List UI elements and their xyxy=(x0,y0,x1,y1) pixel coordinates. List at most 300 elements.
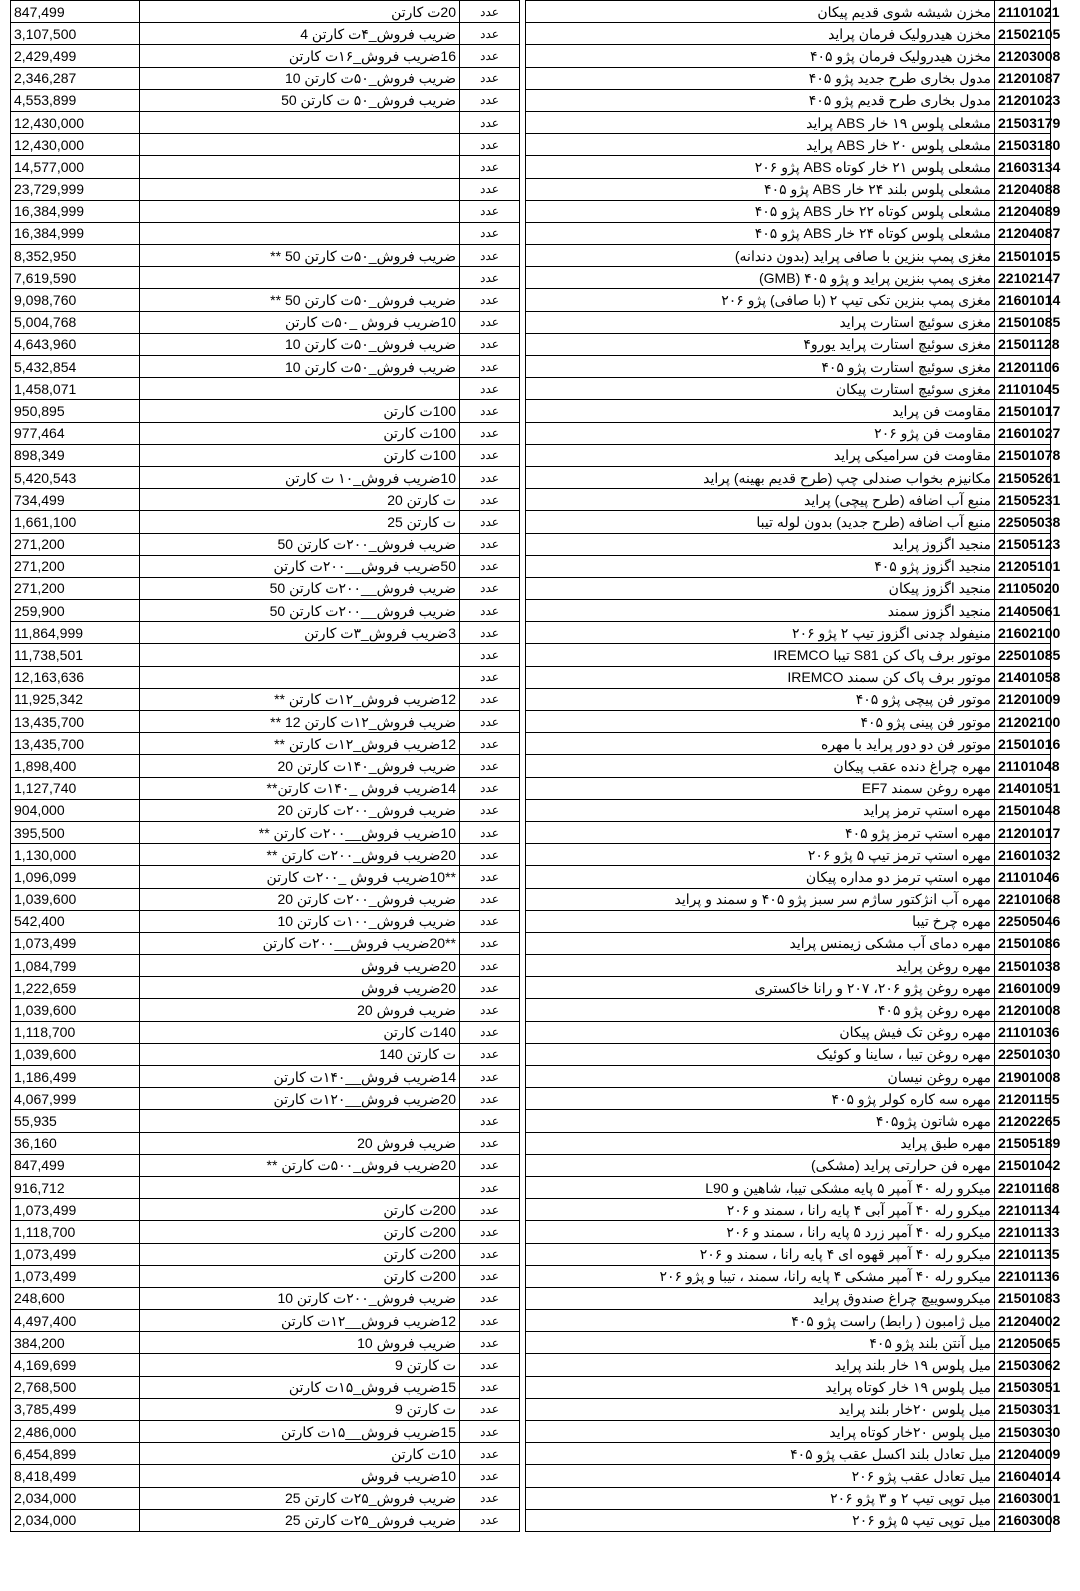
packing-note-cell xyxy=(140,1176,460,1198)
price-cell: 8,352,950 xyxy=(11,245,140,267)
table-row xyxy=(11,23,1051,45)
packing-note-cell: ضریب فروش_۵۰ت کارتن 10 xyxy=(140,356,460,378)
product-name-cell: مغزی پمپ بنزین پراید و پژو ۴۰۵ (GMB) xyxy=(526,267,995,289)
price-cell: 4,169,699 xyxy=(11,1354,140,1376)
product-name-cell: مغزی سوئیچ استارت پراید یورو۴ xyxy=(526,333,995,355)
price-cell: 2,034,000 xyxy=(11,1487,140,1509)
unit-cell: عدد xyxy=(460,1376,520,1398)
price-list-table xyxy=(10,0,1061,1532)
unit-cell: عدد xyxy=(460,866,520,888)
unit-cell: عدد xyxy=(460,533,520,555)
packing-note-cell xyxy=(140,378,460,400)
product-name-cell: مشعلی پلوس کوتاه ۲۴ خار ABS پژو ۴۰۵ xyxy=(526,222,995,244)
price-cell: 5,420,543 xyxy=(11,466,140,488)
price-cell: 542,400 xyxy=(11,910,140,932)
packing-note-cell xyxy=(140,156,460,178)
unit-cell: عدد xyxy=(460,1176,520,1198)
product-name-cell: میکرو رله ۴۰ آمپر زرد ۵ پایه رانا ، سمند و ۲۰۶ xyxy=(526,1221,995,1243)
product-name-cell: مغزی سوئیچ استارت پیکان xyxy=(526,378,995,400)
product-code-cell: 22501030 xyxy=(995,1043,1051,1065)
unit-cell: عدد xyxy=(460,999,520,1021)
product-code-cell: 21601027 xyxy=(995,422,1051,444)
product-code-cell: 21201106 xyxy=(995,356,1051,378)
price-cell: 1,127,740 xyxy=(11,777,140,799)
product-name-cell: مخزن شیشه شوی قدیم پیکان xyxy=(526,1,995,23)
unit-cell: عدد xyxy=(460,932,520,954)
product-name-cell: میل پلوس ۲۰خار بلند پراید xyxy=(526,1398,995,1420)
packing-note-cell: 20ضریب فروش xyxy=(140,977,460,999)
product-code-cell: 21202265 xyxy=(995,1110,1051,1132)
product-code-cell: 22501085 xyxy=(995,644,1051,666)
packing-note-cell: 14ضریب فروش _۱۴۰ت کارتن** xyxy=(140,777,460,799)
unit-cell: عدد xyxy=(460,444,520,466)
product-name-cell: مهره چرخ تیبا xyxy=(526,910,995,932)
packing-note-cell: 200ت کارتن xyxy=(140,1221,460,1243)
product-name-cell: میکروسوییچ چراغ صندوق پراید xyxy=(526,1287,995,1309)
price-cell: 11,864,999 xyxy=(11,622,140,644)
price-cell: 2,346,287 xyxy=(11,67,140,89)
product-name-cell: مقاومت فن پراید xyxy=(526,400,995,422)
table-row xyxy=(11,888,1051,910)
product-name-cell: منبع آب اضافه (طرح جدید) بدون لوله تیبا xyxy=(526,511,995,533)
table-row xyxy=(11,1265,1051,1287)
product-code-cell: 21501085 xyxy=(995,311,1051,333)
unit-cell: عدد xyxy=(460,555,520,577)
product-name-cell: میل آنتن بلند پژو ۴۰۵ xyxy=(526,1332,995,1354)
price-cell: 2,034,000 xyxy=(11,1509,140,1531)
packing-note-cell: 100ت کارتن xyxy=(140,400,460,422)
unit-cell: عدد xyxy=(460,666,520,688)
table-row xyxy=(11,821,1051,843)
product-code-cell: 21201017 xyxy=(995,821,1051,843)
unit-cell: عدد xyxy=(460,888,520,910)
product-code-cell: 21503062 xyxy=(995,1354,1051,1376)
packing-note-cell: 12ضریب فروش_۱۲ت کارتن ** xyxy=(140,688,460,710)
product-name-cell: مکانیزم بخواب صندلی چپ (طرح قدیم بهینه) پراید xyxy=(526,466,995,488)
product-name-cell: میکرو رله ۴۰ آمپر قهوه ای ۴ پایه رانا ، سمند و ۲۰۶ xyxy=(526,1243,995,1265)
packing-note-cell: 15ضریب فروش_۱۵ت کارتن xyxy=(140,1376,460,1398)
table-row xyxy=(11,1332,1051,1354)
price-cell: 9,098,760 xyxy=(11,289,140,311)
unit-cell: عدد xyxy=(460,178,520,200)
unit-cell: عدد xyxy=(460,156,520,178)
price-cell: 1,118,700 xyxy=(11,1021,140,1043)
product-name-cell: میل پلوس ۱۹ خار بلند پراید xyxy=(526,1354,995,1376)
packing-note-cell: 20ضریب فروش_۵۰۰ت کارتن ** xyxy=(140,1154,460,1176)
product-name-cell: مشعلی پلوس ۲۰ خار ABS پراید xyxy=(526,134,995,156)
unit-cell: عدد xyxy=(460,466,520,488)
table-row xyxy=(11,178,1051,200)
product-code-cell: 21503051 xyxy=(995,1376,1051,1398)
table-row xyxy=(11,511,1051,533)
price-cell: 2,429,499 xyxy=(11,45,140,67)
product-code-cell: 21502105 xyxy=(995,23,1051,45)
table-row xyxy=(11,134,1051,156)
unit-cell: عدد xyxy=(460,311,520,333)
packing-note-cell: ضریب فروش 20 xyxy=(140,999,460,1021)
packing-note-cell: 3ضریب فروش_۳ت کارتن xyxy=(140,622,460,644)
product-code-cell: 21602100 xyxy=(995,622,1051,644)
packing-note-cell: 10ت کارتن xyxy=(140,1443,460,1465)
price-cell: 916,712 xyxy=(11,1176,140,1198)
product-name-cell: منبع آب اضافه (طرح پیچی) پراید xyxy=(526,489,995,511)
packing-note-cell: ضریب فروش_۵۰ت کارتن 10 xyxy=(140,333,460,355)
price-cell: 1,661,100 xyxy=(11,511,140,533)
packing-note-cell: 200ت کارتن xyxy=(140,1265,460,1287)
product-name-cell: مهره چراغ دنده عقب پیکان xyxy=(526,755,995,777)
table-row xyxy=(11,1287,1051,1309)
product-code-cell: 21101046 xyxy=(995,866,1051,888)
product-code-cell: 21501078 xyxy=(995,444,1051,466)
table-row xyxy=(11,666,1051,688)
unit-cell: عدد xyxy=(460,910,520,932)
table-row xyxy=(11,577,1051,599)
table-row xyxy=(11,489,1051,511)
unit-cell: عدد xyxy=(460,1,520,23)
price-cell: 1,039,600 xyxy=(11,1043,140,1065)
table-row xyxy=(11,1132,1051,1154)
table-row xyxy=(11,955,1051,977)
table-row xyxy=(11,200,1051,222)
product-code-cell: 22505046 xyxy=(995,910,1051,932)
price-cell: 55,935 xyxy=(11,1110,140,1132)
product-code-cell: 21505189 xyxy=(995,1132,1051,1154)
product-code-cell: 21201155 xyxy=(995,1088,1051,1110)
product-code-cell: 21204002 xyxy=(995,1310,1051,1332)
unit-cell: عدد xyxy=(460,1066,520,1088)
product-code-cell: 21202100 xyxy=(995,711,1051,733)
product-name-cell: مغزی سوئیچ استارت پژو ۴۰۵ xyxy=(526,356,995,378)
unit-cell: عدد xyxy=(460,23,520,45)
table-row xyxy=(11,1509,1051,1531)
product-name-cell: مقاومت فن پژو ۲۰۶ xyxy=(526,422,995,444)
product-code-cell: 21201008 xyxy=(995,999,1051,1021)
product-name-cell: مهره آب انژکتور ساژم سر سبز پژو ۴۰۵ و سمند و پراید xyxy=(526,888,995,910)
unit-cell: عدد xyxy=(460,622,520,644)
product-code-cell: 21501048 xyxy=(995,799,1051,821)
unit-cell: عدد xyxy=(460,755,520,777)
price-cell: 23,729,999 xyxy=(11,178,140,200)
unit-cell: عدد xyxy=(460,1088,520,1110)
packing-note-cell: **10ضریب فروش _۲۰۰ت کارتن xyxy=(140,866,460,888)
product-name-cell: موتور برف پاک کن S81 تیبا IREMCO xyxy=(526,644,995,666)
product-code-cell: 21501016 xyxy=(995,733,1051,755)
packing-note-cell: 15ضریب فروش__۱۵ت کارتن xyxy=(140,1421,460,1443)
table-row xyxy=(11,755,1051,777)
packing-note-cell xyxy=(140,178,460,200)
table-row xyxy=(11,1354,1051,1376)
price-cell: 12,430,000 xyxy=(11,111,140,133)
product-name-cell: مغزی سوئیچ استارت پراید xyxy=(526,311,995,333)
packing-note-cell xyxy=(140,644,460,666)
packing-note-cell xyxy=(140,200,460,222)
price-cell: 16,384,999 xyxy=(11,222,140,244)
product-name-cell: مشعلی پلوس بلند ۲۴ خار ABS پژو ۴۰۵ xyxy=(526,178,995,200)
product-code-cell: 21503180 xyxy=(995,134,1051,156)
product-code-cell: 21501083 xyxy=(995,1287,1051,1309)
table-row xyxy=(11,111,1051,133)
product-name-cell: میل پلوس ۱۹ خار کوتاه پراید xyxy=(526,1376,995,1398)
product-code-cell: 21505123 xyxy=(995,533,1051,555)
table-row xyxy=(11,711,1051,733)
product-code-cell: 21603134 xyxy=(995,156,1051,178)
unit-cell: عدد xyxy=(460,89,520,111)
unit-cell: عدد xyxy=(460,1199,520,1221)
product-name-cell: مقاومت فن سرامیکی پراید xyxy=(526,444,995,466)
table-row xyxy=(11,733,1051,755)
price-cell: 3,785,499 xyxy=(11,1398,140,1420)
product-code-cell: 21501042 xyxy=(995,1154,1051,1176)
product-name-cell: میل توپی تیپ ۲ و ۳ پژو ۲۰۶ xyxy=(526,1487,995,1509)
packing-note-cell: ضریب فروش_۵۰ت کارتن 50 ** xyxy=(140,245,460,267)
packing-note-cell xyxy=(140,111,460,133)
product-code-cell: 21204089 xyxy=(995,200,1051,222)
unit-cell: عدد xyxy=(460,733,520,755)
price-cell: 1,039,600 xyxy=(11,999,140,1021)
unit-cell: عدد xyxy=(460,799,520,821)
product-name-cell: مهره روغن نیسان xyxy=(526,1066,995,1088)
price-cell: 11,925,342 xyxy=(11,688,140,710)
price-cell: 395,500 xyxy=(11,821,140,843)
price-cell: 3,107,500 xyxy=(11,23,140,45)
unit-cell: عدد xyxy=(460,821,520,843)
price-cell: 13,435,700 xyxy=(11,733,140,755)
product-name-cell: مهره سه کاره کولر پژو ۴۰۵ xyxy=(526,1088,995,1110)
unit-cell: عدد xyxy=(460,400,520,422)
packing-note-cell: 200ت کارتن xyxy=(140,1243,460,1265)
price-cell: 1,458,071 xyxy=(11,378,140,400)
product-code-cell: 21501038 xyxy=(995,955,1051,977)
table-row xyxy=(11,977,1051,999)
packing-note-cell: ت کارتن 25 xyxy=(140,511,460,533)
table-row xyxy=(11,378,1051,400)
packing-note-cell: ضریب فروش_۲۰۰ت کارتن 20 xyxy=(140,888,460,910)
unit-cell: عدد xyxy=(460,844,520,866)
unit-cell: عدد xyxy=(460,1421,520,1443)
price-cell: 1,073,499 xyxy=(11,932,140,954)
table-row xyxy=(11,866,1051,888)
table-row xyxy=(11,1199,1051,1221)
table-body xyxy=(11,1,1061,1532)
product-code-cell: 21604014 xyxy=(995,1465,1051,1487)
packing-note-cell: 20ت کارتن xyxy=(140,1,460,23)
price-cell: 1,073,499 xyxy=(11,1199,140,1221)
table-row xyxy=(11,622,1051,644)
unit-cell: عدد xyxy=(460,711,520,733)
price-cell: 4,553,899 xyxy=(11,89,140,111)
product-name-cell: منجید اگزوز سمند xyxy=(526,600,995,622)
table-row xyxy=(11,555,1051,577)
product-code-cell: 22102147 xyxy=(995,267,1051,289)
product-name-cell: مهره روغن سمند EF7 xyxy=(526,777,995,799)
product-name-cell: مغزی پمپ بنزین تکی تیپ ۲ (با صافی) پژو ۲۰۶ xyxy=(526,289,995,311)
price-cell: 1,118,700 xyxy=(11,1221,140,1243)
table-row xyxy=(11,267,1051,289)
packing-note-cell: 20ضریب فروش_۲۰۰ت کارتن ** xyxy=(140,844,460,866)
price-cell: 1,186,499 xyxy=(11,1066,140,1088)
product-name-cell: موتور برف پاک کن سمند IREMCO xyxy=(526,666,995,688)
table-row xyxy=(11,1487,1051,1509)
table-row xyxy=(11,799,1051,821)
unit-cell: عدد xyxy=(460,600,520,622)
table-row xyxy=(11,1398,1051,1420)
price-cell: 5,432,854 xyxy=(11,356,140,378)
packing-note-cell: ضریب فروش 10 xyxy=(140,1332,460,1354)
product-code-cell: 21401051 xyxy=(995,777,1051,799)
product-code-cell: 22101168 xyxy=(995,1176,1051,1198)
packing-note-cell: ضریب فروش_۱۴۰ت کارتن 20 xyxy=(140,755,460,777)
product-name-cell: مخزن هیدرولیک فرمان پراید xyxy=(526,23,995,45)
price-cell: 384,200 xyxy=(11,1332,140,1354)
packing-note-cell xyxy=(140,222,460,244)
price-cell: 271,200 xyxy=(11,555,140,577)
product-code-cell: 21501017 xyxy=(995,400,1051,422)
product-code-cell: 21204009 xyxy=(995,1443,1051,1465)
product-code-cell: 21203008 xyxy=(995,45,1051,67)
product-code-cell: 21201023 xyxy=(995,89,1051,111)
packing-note-cell: ضریب فروش_۲۵ت کارتن 25 xyxy=(140,1487,460,1509)
table-row xyxy=(11,644,1051,666)
unit-cell: عدد xyxy=(460,577,520,599)
table-row xyxy=(11,1154,1051,1176)
table-row xyxy=(11,844,1051,866)
packing-note-cell: ضریب فروش_۵۰ت کارتن 10 xyxy=(140,67,460,89)
price-cell: 847,499 xyxy=(11,1,140,23)
product-code-cell: 21405061 xyxy=(995,600,1051,622)
table-row xyxy=(11,45,1051,67)
price-cell: 6,454,899 xyxy=(11,1443,140,1465)
unit-cell: عدد xyxy=(460,1132,520,1154)
table-row xyxy=(11,688,1051,710)
table-row xyxy=(11,1110,1051,1132)
unit-cell: عدد xyxy=(460,356,520,378)
table-row xyxy=(11,444,1051,466)
table-row xyxy=(11,222,1051,244)
product-name-cell: مهره استپ ترمز پراید xyxy=(526,799,995,821)
table-row xyxy=(11,89,1051,111)
packing-note-cell: 20ضریب فروش__۱۲۰ت کارتن xyxy=(140,1088,460,1110)
product-name-cell: منجید اگزوز پراید xyxy=(526,533,995,555)
table-row xyxy=(11,1465,1051,1487)
unit-cell: عدد xyxy=(460,245,520,267)
unit-cell: عدد xyxy=(460,267,520,289)
packing-note-cell xyxy=(140,666,460,688)
packing-note-cell xyxy=(140,267,460,289)
price-cell: 950,895 xyxy=(11,400,140,422)
unit-cell: عدد xyxy=(460,1154,520,1176)
packing-note-cell: ت کارتن 20 xyxy=(140,489,460,511)
unit-cell: عدد xyxy=(460,1043,520,1065)
packing-note-cell: ضریب فروش__۲۰۰ت کارتن 50 xyxy=(140,577,460,599)
price-cell: 2,486,000 xyxy=(11,1421,140,1443)
table-row xyxy=(11,1443,1051,1465)
packing-note-cell: ضریب فروش__۲۰۰ت کارتن 50 xyxy=(140,600,460,622)
product-name-cell: مهره دمای آب مشکی زیمنس پراید xyxy=(526,932,995,954)
unit-cell: عدد xyxy=(460,1487,520,1509)
product-code-cell: 21603008 xyxy=(995,1509,1051,1531)
packing-note-cell xyxy=(140,134,460,156)
product-name-cell: مهره روغن پژو ۲۰۶، ۲۰۷ و رانا خاکستری xyxy=(526,977,995,999)
price-cell: 4,497,400 xyxy=(11,1310,140,1332)
unit-cell: عدد xyxy=(460,1221,520,1243)
unit-cell: عدد xyxy=(460,1332,520,1354)
table-row xyxy=(11,1,1051,23)
product-name-cell: مدول بخاری طرح جدید پژو ۴۰۵ xyxy=(526,67,995,89)
packing-note-cell: 50ضریب فروش__۲۰۰ت کارتن xyxy=(140,555,460,577)
product-name-cell: موتور فن دو دور پراید با مهره xyxy=(526,733,995,755)
packing-note-cell: 100ت کارتن xyxy=(140,422,460,444)
table-row xyxy=(11,1021,1051,1043)
unit-cell: عدد xyxy=(460,378,520,400)
product-code-cell: 21101048 xyxy=(995,755,1051,777)
table-row xyxy=(11,1221,1051,1243)
unit-cell: عدد xyxy=(460,489,520,511)
packing-note-cell: 100ت کارتن xyxy=(140,444,460,466)
product-name-cell: مهره فن حرارتی پراید (مشکی) xyxy=(526,1154,995,1176)
unit-cell: عدد xyxy=(460,1398,520,1420)
unit-cell: عدد xyxy=(460,1287,520,1309)
unit-cell: عدد xyxy=(460,777,520,799)
unit-cell: عدد xyxy=(460,644,520,666)
table-row xyxy=(11,400,1051,422)
product-name-cell: مهره روغن تیبا ، ساینا و کوئیک xyxy=(526,1043,995,1065)
product-name-cell: میل پلوس ۲۰خار کوتاه پراید xyxy=(526,1421,995,1443)
packing-note-cell: 140ت کارتن xyxy=(140,1021,460,1043)
product-name-cell: مهره استپ ترمز دو مداره پیکان xyxy=(526,866,995,888)
product-name-cell: میل تعادل عقب پژو ۲۰۶ xyxy=(526,1465,995,1487)
table-row xyxy=(11,289,1051,311)
packing-note-cell: 12ضریب فروش__۱۲ت کارتن xyxy=(140,1310,460,1332)
product-name-cell: مشعلی پلوس ۲۱ خار کوتاه ABS پژو ۲۰۶ xyxy=(526,156,995,178)
product-name-cell: مهره استپ ترمز پژو ۴۰۵ xyxy=(526,821,995,843)
table-row xyxy=(11,1376,1051,1398)
unit-cell: عدد xyxy=(460,1265,520,1287)
product-code-cell: 21205101 xyxy=(995,555,1051,577)
packing-note-cell: ضریب فروش_۲۰۰ت کارتن 50 xyxy=(140,533,460,555)
packing-note-cell: 10ضریب فروش_۱۰ ت کارتن xyxy=(140,466,460,488)
table-row xyxy=(11,156,1051,178)
price-cell: 1,096,099 xyxy=(11,866,140,888)
product-code-cell: 22505038 xyxy=(995,511,1051,533)
unit-cell: عدد xyxy=(460,222,520,244)
product-code-cell: 21601009 xyxy=(995,977,1051,999)
price-cell: 248,600 xyxy=(11,1287,140,1309)
price-cell: 734,499 xyxy=(11,489,140,511)
product-code-cell: 21501015 xyxy=(995,245,1051,267)
unit-cell: عدد xyxy=(460,1443,520,1465)
product-name-cell: منیفولد چدنی اگزوز تیپ ۲ پژو ۲۰۶ xyxy=(526,622,995,644)
product-code-cell: 21101045 xyxy=(995,378,1051,400)
table-row xyxy=(11,1310,1051,1332)
table-row xyxy=(11,999,1051,1021)
price-cell: 1,130,000 xyxy=(11,844,140,866)
product-code-cell: 21501128 xyxy=(995,333,1051,355)
product-name-cell: مهره روغن تک فیش پیکان xyxy=(526,1021,995,1043)
unit-cell: عدد xyxy=(460,1509,520,1531)
price-cell: 1,039,600 xyxy=(11,888,140,910)
table-row xyxy=(11,600,1051,622)
product-code-cell: 22101134 xyxy=(995,1199,1051,1221)
price-cell: 2,768,500 xyxy=(11,1376,140,1398)
price-cell: 5,004,768 xyxy=(11,311,140,333)
product-name-cell: مهره شاتون پژو۴۰۵ xyxy=(526,1110,995,1132)
unit-cell: عدد xyxy=(460,67,520,89)
product-name-cell: مشعلی پلوس ۱۹ خار ABS پراید xyxy=(526,111,995,133)
packing-note-cell: ت کارتن 9 xyxy=(140,1398,460,1420)
price-cell: 7,619,590 xyxy=(11,267,140,289)
packing-note-cell: ضریب فروش_۱۰۰ت کارتن 10 xyxy=(140,910,460,932)
packing-note-cell: ضریب فروش_۵۰ ت کارتن 50 xyxy=(140,89,460,111)
